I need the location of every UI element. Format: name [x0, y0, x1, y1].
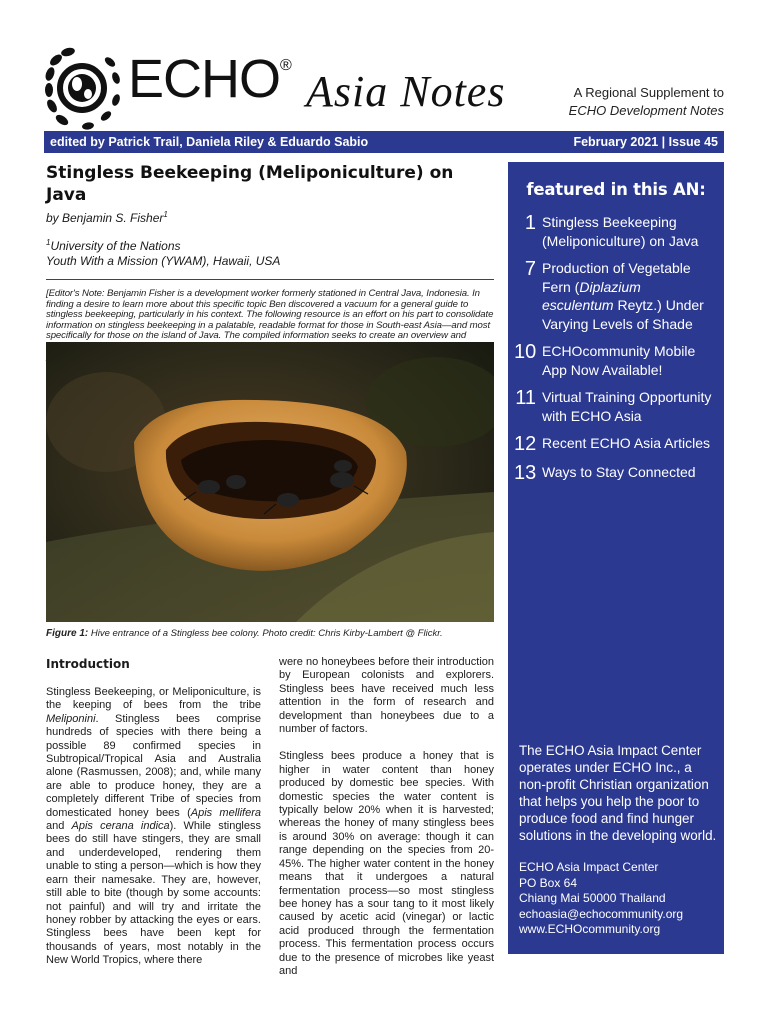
featured-title: featured in this AN:	[526, 180, 706, 199]
intro-heading: Introduction	[46, 657, 130, 671]
editors-credit: edited by Patrick Trail, Daniela Riley & Eduardo Sabio	[50, 135, 369, 149]
website-link[interactable]: www.ECHOcommunity.org	[519, 922, 661, 937]
contact-email[interactable]: echoasia@echocommunity.org	[519, 906, 684, 921]
article-column-1	[46, 656, 261, 968]
supplement-note	[569, 84, 724, 120]
intro-paragraph-1: Stingless Beekeeping, or Meliponiculture, is the keeping of bees from the tribe Meliponini. Stingless bees comprise hundreds of species with there being a possible 89 confirmed species in Subtropical/Tropical Asia and Australia alone (Rasmussen, 2008); and, while many are able to produce honey, they are a completely different Tribe of species from domesticated honey bees (Apis mellifera and Apis cerana indica). While stingless bees do still have stingers, they are small and underdeveloped, rendering them unable to sting a person—which is how they earn their namesake. They are, however, still able to bite (though by some accounts: not painful) and will try and irritate the honey robber by attacking the eyes or ears. Stingless bees have been kept for thousands of years, most notably in the New World Tropics, where there	[46, 686, 261, 967]
article-column-2	[279, 656, 494, 978]
article-title: Stingless Beekeeping (Meliponiculture) on Java	[46, 163, 454, 205]
stingless-bee-hive-image	[46, 342, 494, 622]
editors-bar	[44, 131, 724, 153]
toc-page-number: 12	[514, 433, 537, 455]
supplement-line-1: A Regional Supplement to	[573, 85, 724, 100]
figure-caption: Figure 1: Hive entrance of a Stingless bee colony. Photo credit: Chris Kirby-Lambert @ Flickr.	[46, 628, 443, 639]
table-of-contents	[508, 213, 724, 483]
toc-item-vegetable-fern[interactable]	[514, 259, 716, 333]
author-affiliation: $^1$University of the Nations Youth With a Mission (YWAM), Hawaii, USA	[46, 238, 281, 268]
supplement-line-2: ECHO Development Notes	[568, 103, 724, 118]
toc-item-recent-articles[interactable]	[514, 434, 716, 454]
intro-paragraph-2: were no honeybees before their introduction by European colonists and explorers. Stingless bees have received much less attention in the form of research and development than honeybees due to a number of factors.	[279, 656, 494, 736]
toc-label: Ways to Stay Connected	[542, 464, 696, 480]
about-echo-asia: The ECHO Asia Impact Center operates under ECHO Inc., a non-profit Christian organization that helps you help the poor to produce food and find hunger solutions in the developing world.	[519, 743, 717, 843]
toc-label: ECHOcommunity Mobile App Now Available!	[542, 343, 696, 378]
toc-page-number: 1	[524, 212, 536, 234]
address-line: Chiang Mai 50000 Thailand	[519, 891, 666, 906]
masthead	[44, 46, 724, 130]
article-header	[46, 160, 494, 363]
article-byline: by Benjamin S. Fisher$^1$	[46, 210, 168, 225]
publication-subtitle: Asia Notes	[306, 67, 506, 116]
toc-label: Stingless Beekeeping (Meliponiculture) on Java	[542, 214, 699, 249]
header-divider	[46, 279, 494, 280]
featured-sidebar	[508, 162, 724, 954]
toc-label: Recent ECHO Asia Articles	[542, 435, 711, 451]
toc-page-number: 7	[524, 258, 536, 280]
toc-item-stingless-beekeeping[interactable]	[514, 213, 716, 250]
toc-page-number: 13	[514, 462, 537, 484]
toc-item-stay-connected[interactable]	[514, 463, 716, 483]
brand-name: ECHO®	[128, 49, 291, 109]
echo-leaf-logo-icon	[44, 46, 124, 130]
toc-page-number: 10	[514, 341, 537, 363]
toc-label: Virtual Training Opportunity with ECHO Asia	[542, 389, 712, 424]
issue-date: February 2021 | Issue 45	[573, 135, 718, 149]
address-line: ECHO Asia Impact Center	[519, 860, 659, 874]
toc-label: Production of Vegetable Fern (Diplazium esculentum Reytz.) Under Varying Levels of Shade	[542, 260, 704, 332]
toc-page-number: 11	[515, 387, 536, 409]
hive-entrance-photo	[46, 342, 494, 622]
address-line: PO Box 64	[519, 875, 578, 890]
toc-item-mobile-app[interactable]	[514, 342, 716, 379]
intro-paragraph-3: Stingless bees produce a honey that is higher in water content than honey produced by domestic bee species. With domestic species the water content is typically below 20% when it is harvested; whereas the honey of many stingless bees is around 30% on average: though it can range depending on the species from 20-45%. The higher water content in the honey means that it undergoes a natural fermentation process—so most stingless bee honey has a sour tang to it most likely caused by acetic acid (vinegar) or lactic acid produced through the fermentation process. This fermentation process occurs due to the presence of microbes like yeast and	[279, 750, 494, 977]
contact-address	[519, 860, 719, 938]
toc-item-virtual-training[interactable]	[514, 388, 716, 425]
editor-note: [Editor's Note: Benjamin Fisher is a development worker formerly stationed in Central Java, Indonesia. In finding a desire to learn more about this specific topic Ben discovered a vacuum for a general guide to stingless beekeeping, particularly in his context. The following resource is an effort on his part to consolidate information on stingless beekeeping in a palatable, readable format for those in South-east Asia—and most specifically for those on the island of Java. The compiled information seeks to create an overview and	[46, 288, 494, 341]
